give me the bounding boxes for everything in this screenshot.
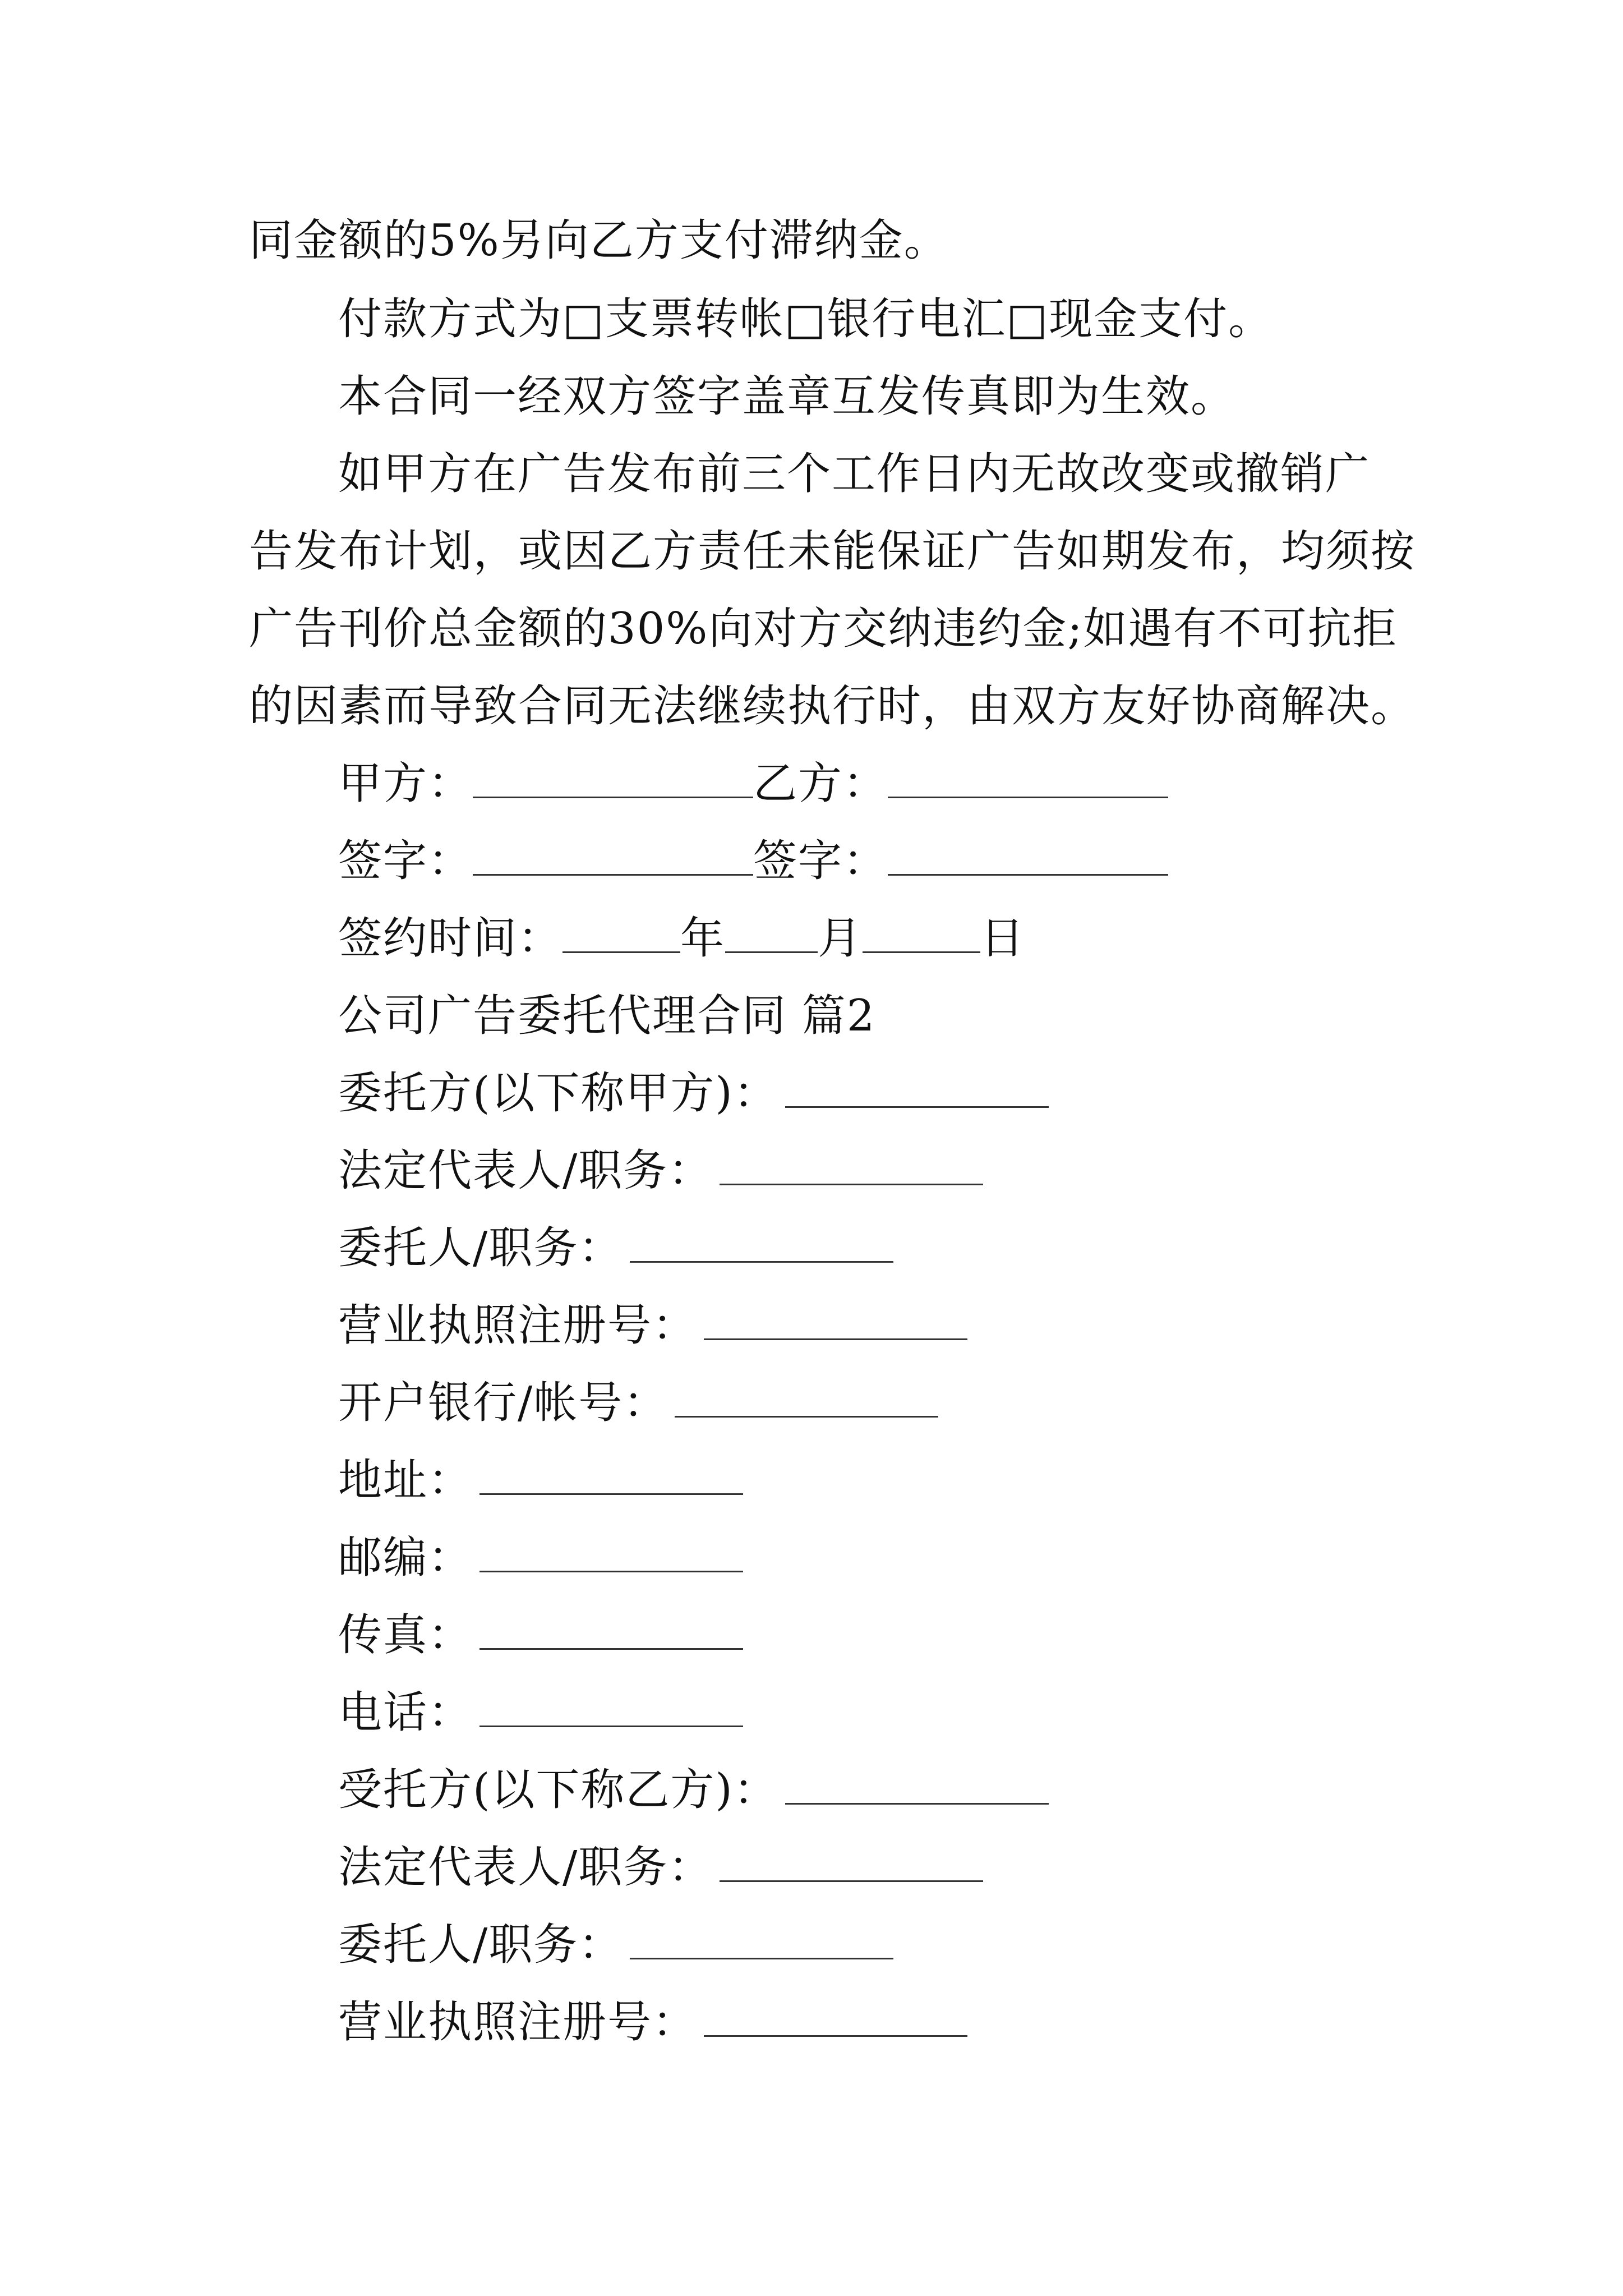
- field-row: [338, 1842, 983, 1893]
- field-row: [338, 1145, 983, 1196]
- signing-date-row: [338, 913, 1026, 964]
- field-row: [338, 1687, 743, 1738]
- field-row: [338, 1068, 1049, 1119]
- field-blank: [479, 1458, 743, 1495]
- field-row: [338, 1610, 743, 1660]
- field-label: 法定代表人/职务：: [338, 1145, 713, 1196]
- field-label: 受托方(以下称乙方)：: [338, 1765, 778, 1815]
- month-blank: [725, 917, 818, 953]
- party-signature-row: [338, 758, 1168, 809]
- field-row: [338, 1378, 938, 1428]
- field-label: 电话：: [338, 1687, 473, 1738]
- day-label: 日: [980, 913, 1026, 964]
- field-label: 地址：: [338, 1455, 473, 1506]
- field-row: [338, 1533, 743, 1583]
- sign-b-blank: [888, 839, 1168, 876]
- paragraph-line: 告发布计划，或因乙方责任未能保证广告如期发布，均须按: [249, 526, 1416, 577]
- field-label: 营业执照注册号：: [338, 1300, 698, 1351]
- payment-method-line: 付款方式为□支票转帐□银行电汇□现金支付。: [338, 294, 1274, 344]
- field-blank: [704, 2000, 967, 2037]
- field-label: 开户银行/帐号：: [338, 1378, 668, 1428]
- field-label: 委托人/职务：: [338, 1223, 624, 1273]
- day-blank: [863, 917, 980, 953]
- field-row: [338, 1997, 967, 2047]
- field-label: 邮编：: [338, 1533, 473, 1583]
- field-blank: [479, 1691, 743, 1727]
- paragraph-line: 广告刊价总金额的30%向对方交纳违约金;如遇有不可抗拒: [249, 604, 1398, 654]
- field-label: 营业执照注册号：: [338, 1997, 698, 2047]
- year-label: 年: [680, 913, 726, 964]
- section-title: 公司广告委托代理合同 篇2: [338, 991, 876, 1041]
- field-blank: [704, 1304, 967, 1340]
- paragraph-line: 同金额的5%另向乙方支付滞纳金。: [249, 215, 949, 266]
- signing-date-label: 签约时间：: [338, 913, 563, 964]
- field-label: 法定代表人/职务：: [338, 1842, 713, 1893]
- sign-a-label: 签字：: [338, 836, 473, 886]
- party-a-blank: [473, 762, 753, 798]
- party-b-blank: [888, 762, 1168, 798]
- field-blank: [720, 1149, 983, 1185]
- field-blank: [675, 1381, 938, 1418]
- effective-clause-line: 本合同一经双方签字盖章互发传真即为生效。: [338, 371, 1236, 422]
- field-blank: [785, 1768, 1049, 1805]
- field-row: [338, 1223, 893, 1273]
- sign-b-label: 签字：: [753, 836, 888, 886]
- field-label: 委托人/职务：: [338, 1920, 624, 1970]
- party-a-label: 甲方：: [338, 758, 473, 809]
- field-label: 委托方(以下称甲方)：: [338, 1068, 778, 1119]
- sign-a-blank: [473, 839, 753, 876]
- sign-row: [338, 836, 1168, 886]
- field-blank: [630, 1226, 893, 1263]
- field-blank: [479, 1613, 743, 1650]
- field-row: [338, 1300, 967, 1351]
- year-blank: [562, 917, 680, 953]
- field-blank: [785, 1071, 1049, 1108]
- field-blank: [630, 1923, 893, 1959]
- paragraph-line: 如甲方在广告发布前三个工作日内无故改变或撤销广: [338, 449, 1371, 499]
- field-label: 传真：: [338, 1610, 473, 1660]
- field-blank: [720, 1846, 983, 1882]
- month-label: 月: [818, 913, 863, 964]
- field-row: [338, 1455, 743, 1506]
- field-blank: [479, 1536, 743, 1572]
- field-row: [338, 1765, 1049, 1815]
- paragraph-line: 的因素而导致合同无法继续执行时，由双方友好协商解决。: [249, 681, 1416, 731]
- field-row: [338, 1920, 893, 1970]
- party-b-label: 乙方：: [753, 758, 888, 809]
